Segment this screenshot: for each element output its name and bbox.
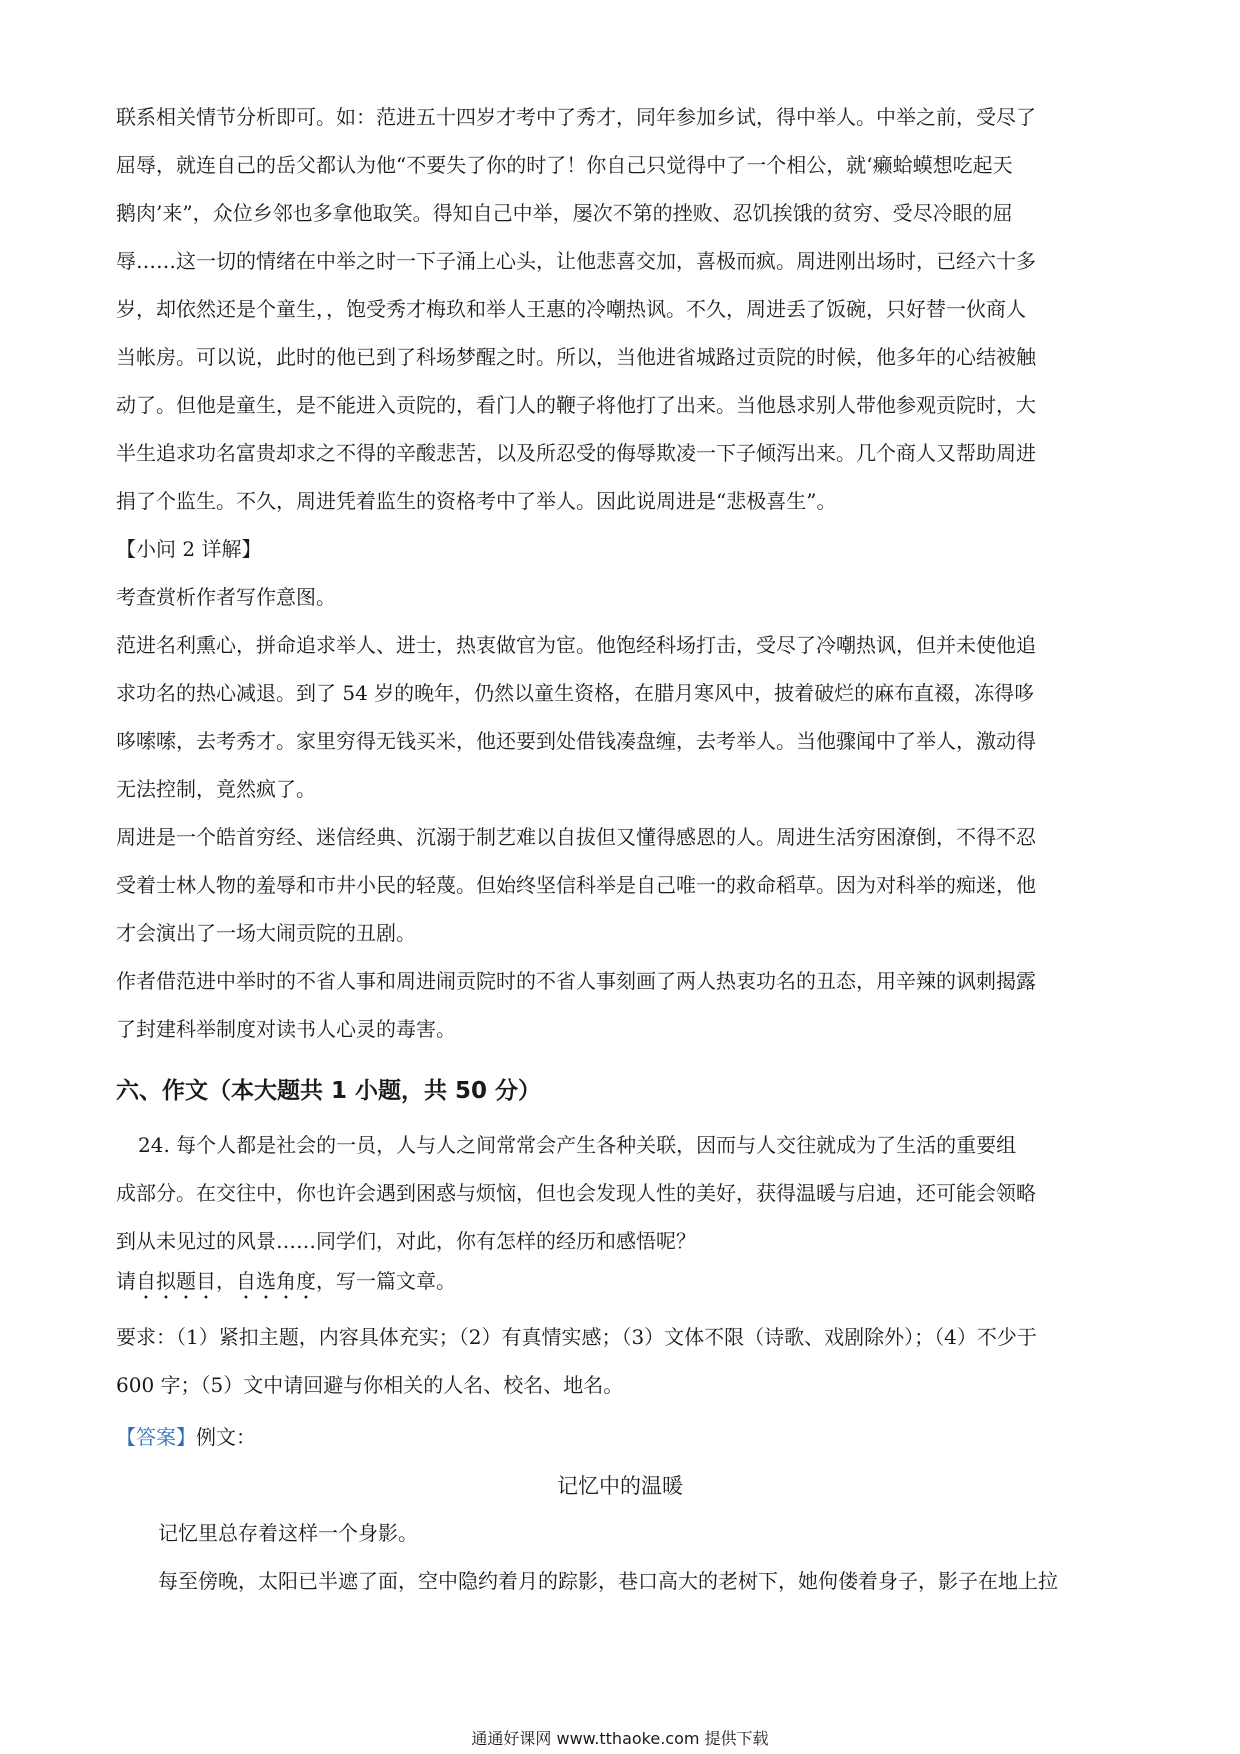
page-footer: 通通好课网 www.tthaoke.com 提供下载 <box>471 1729 769 1748</box>
text-line: 到从未见过的风景……同学们，对此，你有怎样的经历和感悟呢？ <box>116 1229 696 1253</box>
text-line: 600 字；（5）文中请回避与你相关的人名、校名、地名。 <box>116 1373 624 1397</box>
instruction-text: ， <box>216 1269 236 1293</box>
answer-sample-label: 例文： <box>196 1425 256 1449</box>
text-line: 要求：（1）紧扣主题，内容具体充实；（2）有真情实感；（3）文体不限（诗歌、戏剧除外）；（4）不少于 <box>116 1325 1037 1349</box>
answer-paragraph-3 <box>116 813 1126 957</box>
text-line: 动了。但他是童生，是不能进入贡院的，看门人的鞭子将他打了出来。当他恳求别人带他参观贡院时，大 <box>116 393 1036 417</box>
text-line: 了封建科举制度对读书人心灵的毒害。 <box>116 1017 456 1041</box>
requirements <box>116 1313 1126 1409</box>
text-line: 辱……这一切的情绪在中举之时一下子涌上心头，让他悲喜交加，喜极而疯。周进刚出场时，已经六十多 <box>116 249 1036 273</box>
answer-label: 【答案】 <box>116 1425 196 1449</box>
text-line: 作者借范进中举时的不省人事和周进闹贡院时的不省人事刻画了两人热衷功名的丑态，用辛辣的讽刺揭露 <box>116 969 1036 993</box>
answer-paragraph-2 <box>116 621 1126 813</box>
text-line: 才会演出了一场大闹贡院的丑剧。 <box>116 921 416 945</box>
text-line: 当帐房。可以说，此时的他已到了科场梦醒之时。所以，当他进省城路过贡院的时候，他多年的心结被触 <box>116 345 1036 369</box>
text-line: 半生追求功名富贵却求之不得的辛酸悲苦，以及所忍受的侮辱欺凌一下子倾泻出来。几个商人又帮助周进 <box>116 441 1036 465</box>
answer-paragraph-1 <box>116 93 1126 525</box>
subquestion-2-intro: 考查赏析作者写作意图。 <box>116 585 336 609</box>
text-line: 无法控制，竟然疯了。 <box>116 777 316 801</box>
instruction-text: 请 <box>116 1269 136 1293</box>
text-line: 求功名的热心减退。到了 54 岁的晚年，仍然以童生资格，在腊月寒风中，披着破烂的麻布直裰，冻得哆 <box>116 681 1035 705</box>
emphasis-text: 自选角度 <box>236 1269 316 1293</box>
text-line: 捐了个监生。不久，周进凭着监生的资格考中了举人。因此说周进是“悲极喜生”。 <box>116 489 837 513</box>
essay-line: 每至傍晚，太阳已半遮了面，空中隐约着月的踪影，巷口高大的老树下，她佝偻着身子，影子在地上拉 <box>158 1569 1058 1593</box>
essay-body <box>158 1509 1138 1605</box>
section-heading-composition: 六、作文（本大题共 1 小题，共 50 分） <box>116 1078 542 1104</box>
text-line: 范进名利熏心，拼命追求举人、进士，热衷做官为宦。他饱经科场打击，受尽了冷嘲热讽，但并未使他追 <box>116 633 1036 657</box>
instruction-text: ，写一篇文章。 <box>316 1269 456 1293</box>
emphasis-text: 自拟题目 <box>136 1269 216 1293</box>
text-line: 受着士林人物的羞辱和市井小民的轻蔑。但始终坚信科举是自己唯一的救命稻草。因为对科举的痴迷，他 <box>116 873 1036 897</box>
subquestion-2-block <box>116 525 1126 621</box>
writing-instruction <box>116 1257 1126 1305</box>
text-line: 成部分。在交往中，你也许会遇到困惑与烦恼，但也会发现人性的美好，获得温暖与启迪，还可能会领略 <box>116 1181 1036 1205</box>
answer-line <box>116 1413 1126 1461</box>
text-line: 周进是一个皓首穷经、迷信经典、沉溺于制艺难以自拔但又懂得感恩的人。周进生活穷困潦倒，不得不忍 <box>116 825 1036 849</box>
text-line: 鹅肉’来”，众位乡邻也多拿他取笑。得知自己中举，屡次不第的挫败、忍饥挨饿的贫穷、受尽冷眼的屈 <box>116 201 1013 225</box>
essay-line: 记忆里总存着这样一个身影。 <box>158 1521 418 1545</box>
answer-paragraph-4 <box>116 957 1126 1053</box>
text-line: 屈辱，就连自己的岳父都认为他“不要失了你的时了！你自己只觉得中了一个相公，就‘癞蛤蟆想吃起天 <box>116 153 1013 177</box>
answer-header <box>116 1413 1126 1461</box>
text-line: 24. 每个人都是社会的一员，人与人之间常常会产生各种关联，因而与人交往就成为了生活的重要组 <box>138 1133 1017 1157</box>
text-line: 岁，却依然还是个童生，，饱受秀才梅玖和举人王惠的冷嘲热讽。不久，周进丢了饭碗，只好替一伙商人 <box>116 297 1026 321</box>
subquestion-2-title: 【小问 2 详解】 <box>116 537 262 561</box>
text-line: 哆嗦嗦，去考秀才。家里穷得无钱买米，他还要到处借钱凑盘缠，去考举人。当他骤闻中了举人，激动得 <box>116 729 1036 753</box>
instruction-line <box>116 1257 1126 1305</box>
essay-title: 记忆中的温暖 <box>557 1474 683 1498</box>
question-24 <box>116 1121 1126 1265</box>
text-line: 联系相关情节分析即可。如：范进五十四岁才考中了秀才，同年参加乡试，得中举人。中举之前，受尽了 <box>116 105 1036 129</box>
